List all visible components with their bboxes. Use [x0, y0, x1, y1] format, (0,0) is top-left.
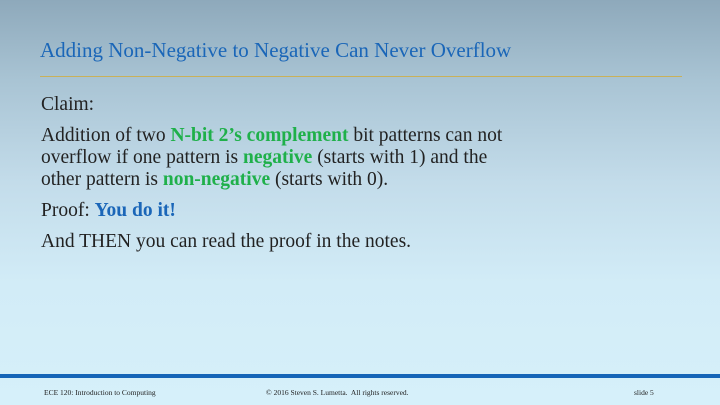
- proof-label: Proof:: [41, 200, 95, 221]
- claim-text-part-1: Addition of two: [41, 125, 171, 146]
- claim-text-part-3: (starts with 1) and the other pattern is: [41, 147, 488, 190]
- footer-course: ECE 120: Introduction to Computing: [44, 388, 156, 397]
- claim-text: [41, 125, 531, 191]
- footer-slide-number: slide 5: [634, 388, 654, 397]
- claim-highlight-non-negative: non-negative: [162, 169, 271, 190]
- title-divider: [40, 76, 682, 77]
- slide-title: Adding Non-Negative to Negative Can Never Overflow: [40, 38, 512, 62]
- claim-text-part-4: (starts with 0).: [270, 169, 389, 190]
- claim-label: Claim:: [41, 94, 95, 115]
- proof-line: [41, 200, 531, 222]
- claim-text-part-2: bit patterns can not overflow if one pattern is: [41, 125, 503, 168]
- claim-highlight-negative: negative: [242, 147, 313, 168]
- footer-bar: [0, 374, 720, 378]
- proof-highlight: You do it!: [94, 200, 176, 221]
- claim-highlight-nbit: N-bit 2’s complement: [170, 125, 349, 146]
- slide-body: [41, 94, 531, 262]
- footer-copyright: © 2016 Steven S. Lumetta. All rights reserved.: [266, 388, 409, 397]
- closing-text: And THEN you can read the proof in the notes.: [41, 231, 412, 252]
